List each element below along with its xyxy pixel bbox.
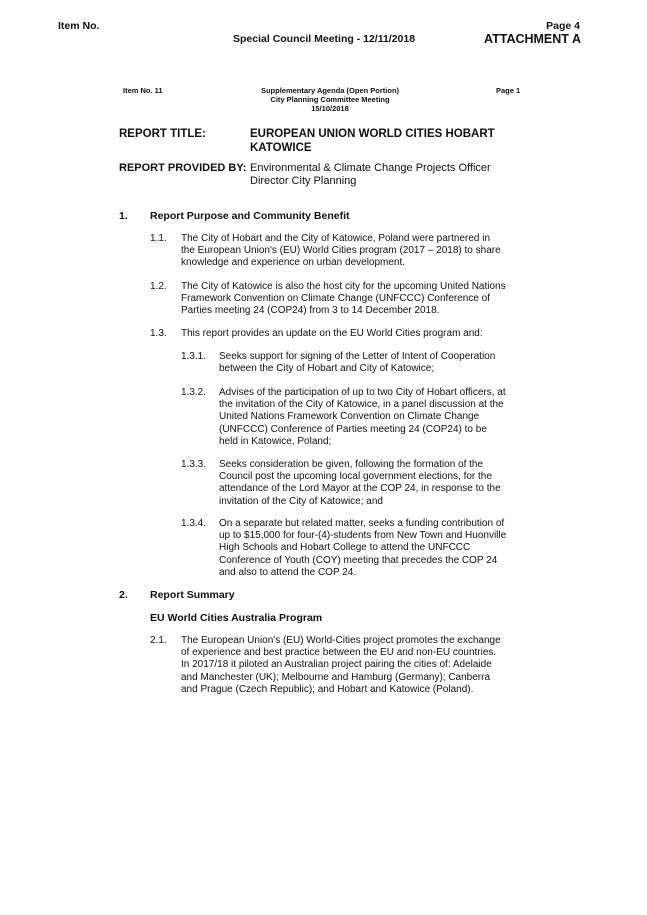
sub-page-no: Page 1 <box>496 86 521 95</box>
text-line: Council post the upcoming local government elections, for the <box>219 471 492 483</box>
subsection-heading: EU World Cities Australia Program <box>150 612 323 624</box>
text-line: the European Union's (EU) World Cities program (2017 – 2018) to share <box>181 245 501 257</box>
paragraph-number: 2.1. <box>150 635 167 646</box>
page-number: Page 4 <box>546 20 580 32</box>
report-title-label: REPORT TITLE: <box>119 128 206 140</box>
attachment-label: ATTACHMENT A <box>484 32 581 46</box>
report-title-line: KATOWICE <box>250 142 312 154</box>
text-line: Advises of the participation of up to two City of Hobart officers, at <box>219 387 506 398</box>
text-line: Framework Convention on Climate Change (UNFCCC) Conference of <box>181 293 491 305</box>
text-line: High Schools and Hobart College to attend the UNFCCC <box>219 542 471 554</box>
section-number: 1. <box>119 210 128 222</box>
section-heading: Report Summary <box>150 589 235 601</box>
paragraph-1-3-1 <box>219 351 539 375</box>
subparagraph-number: 1.3.4. <box>181 518 207 529</box>
text-line: the invitation of the City of Katowice, in a panel discussion at the <box>219 399 504 411</box>
text-line: of experience and best practice between the EU and non-EU countries. <box>181 647 497 659</box>
text-line: The City of Hobart and the City of Katowice, Poland were partnered in <box>181 233 491 244</box>
text-line: The European Union's (EU) World-Cities project promotes the exchange <box>181 635 501 646</box>
text-line: between the City of Hobart and City of Katowice; <box>219 363 435 375</box>
paragraph-1-2 <box>181 281 541 318</box>
text-line: knowledge and experience on urban development. <box>181 257 406 269</box>
paragraph-1-1 <box>181 233 541 270</box>
sub-item-no: Item No. 11 <box>123 86 163 95</box>
item-no-label: Item No. <box>58 20 100 32</box>
paragraph-1-3-2 <box>219 387 539 448</box>
report-title <box>250 127 495 155</box>
text-line: and Prague (Czech Republic); and Hobart and Katowice (Poland). <box>181 683 474 695</box>
report-provided-label: REPORT PROVIDED BY: <box>119 162 247 174</box>
paragraph-1-3-4 <box>219 518 539 579</box>
agenda-line: Supplementary Agenda (Open Portion) <box>260 86 400 95</box>
text-line: Conference of Youth (COY) meeting that precedes the COP 24 <box>219 554 498 566</box>
text-line: United Nations Framework Convention on Climate Change <box>219 411 480 423</box>
paragraph-1-3-3 <box>219 459 539 508</box>
agenda-line: 15/10/2018 <box>311 104 349 113</box>
text-line: Seeks consideration be given, following the formation of the <box>219 459 484 470</box>
paragraph-number: 1.3. <box>150 328 167 339</box>
text-line: attendance of the Lord Mayor at the COP 24, in response to the <box>219 483 501 495</box>
text-line: invitation of the City of Katowice; and <box>219 495 383 507</box>
text-line: This report provides an update on the EU World Cities program and: <box>181 328 483 339</box>
text-line: Parties meeting 24 (COP24) from 3 to 14 December 2018. <box>181 305 440 317</box>
text-line: Seeks support for signing of the Letter of Intent of Cooperation <box>219 351 496 362</box>
agenda-line: City Planning Committee Meeting <box>270 95 390 104</box>
subparagraph-number: 1.3.1. <box>181 351 207 362</box>
section-heading: Report Purpose and Community Benefit <box>150 210 350 222</box>
paragraph-number: 1.2. <box>150 281 167 292</box>
report-title-line: EUROPEAN UNION WORLD CITIES HOBART <box>250 128 495 140</box>
paragraph-1-3 <box>181 328 541 340</box>
paragraph-number: 1.1. <box>150 233 167 244</box>
text-line: (UNFCCC) Conference of Parties meeting 24 (COP24) to be <box>219 423 487 435</box>
text-line: held in Katowice, Poland; <box>219 435 332 447</box>
agenda-block <box>230 86 430 113</box>
subparagraph-number: 1.3.2. <box>181 387 207 398</box>
paragraph-2-1 <box>181 635 541 696</box>
text-line: and Manchester (UK); Melbourne and Hamburg (Germany); Canberra <box>181 671 491 683</box>
provider-line: Director City Planning <box>250 175 357 187</box>
provider-line: Environmental & Climate Change Projects Officer <box>250 162 491 174</box>
meeting-title: Special Council Meeting - 12/11/2018 <box>233 33 416 45</box>
section-number: 2. <box>119 589 128 601</box>
subparagraph-number: 1.3.3. <box>181 459 207 470</box>
text-line: and also to attend the COP 24. <box>219 566 357 578</box>
text-line: The City of Katowice is also the host city for the upcoming United Nations <box>181 281 506 292</box>
text-line: up to $15,000 for four-(4)-students from New Town and Huonville <box>219 530 507 542</box>
report-provided-by <box>250 162 491 188</box>
text-line: In 2017/18 it piloted an Australian project pairing the cities of: Adelaide <box>181 659 492 671</box>
text-line: On a separate but related matter, seeks a funding contribution of <box>219 518 505 529</box>
